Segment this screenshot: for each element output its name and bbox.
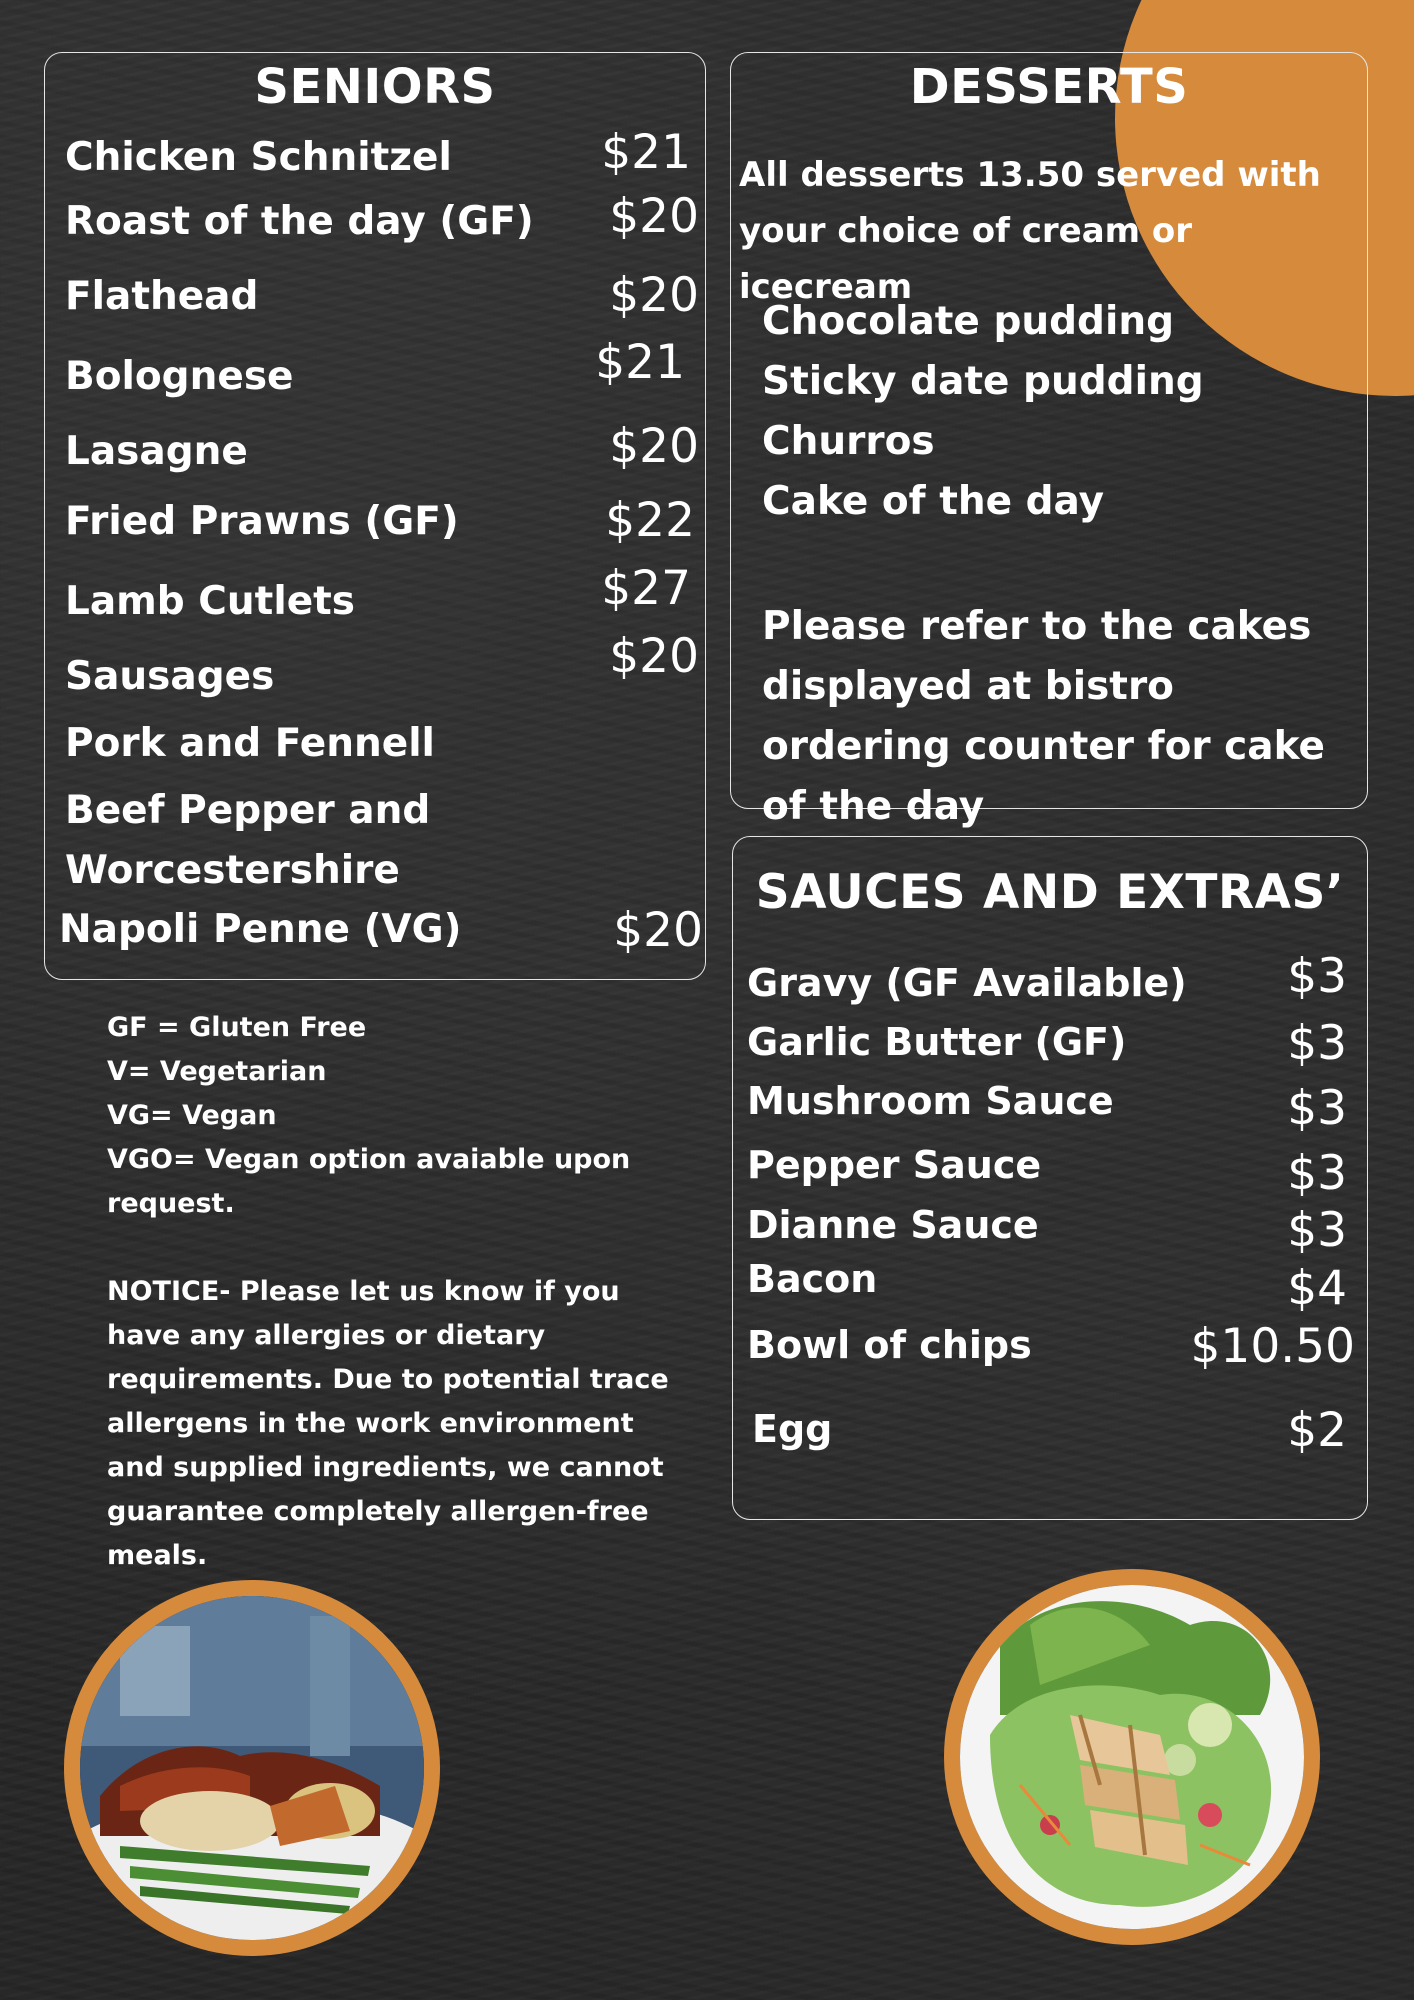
sauce-item: Gravy (GF Available) [747, 961, 1187, 1005]
menu-item: Roast of the day (GF) [65, 199, 534, 244]
desserts-intro: All desserts 13.50 served with your choice of cream or icecream [739, 155, 1321, 307]
sauce-item: Bowl of chips [747, 1323, 1032, 1367]
key-line: V= Vegetarian [107, 1056, 327, 1087]
sauces-panel [732, 836, 1368, 1520]
key-line: VG= Vegan [107, 1100, 277, 1131]
menu-price: $22 [605, 493, 695, 548]
menu-item: Lamb Cutlets [65, 579, 356, 624]
sauce-price: $3 [1287, 1203, 1347, 1258]
menu-price: $20 [609, 629, 699, 684]
seniors-title: SENIORS [254, 59, 496, 115]
sauce-item: Dianne Sauce [747, 1203, 1039, 1247]
sauce-price: $3 [1287, 949, 1347, 1004]
menu-item: Lasagne [65, 429, 248, 474]
menu-price: $20 [613, 903, 703, 958]
sauce-item: Garlic Butter (GF) [747, 1020, 1127, 1064]
sauce-price: $3 [1287, 1016, 1347, 1071]
menu-item: Beef Pepper and [65, 788, 431, 833]
dessert-item: Chocolate pudding [762, 299, 1175, 344]
menu-item: Napoli Penne (VG) [59, 907, 462, 952]
dessert-item: Churros [762, 419, 935, 464]
dessert-item: Sticky date pudding [762, 359, 1204, 404]
sauce-item: Mushroom Sauce [747, 1079, 1114, 1123]
roast-dinner-photo [64, 1580, 440, 1956]
sauce-price: $4 [1287, 1261, 1347, 1316]
menu-price: $20 [609, 189, 699, 244]
sauce-item: Bacon [747, 1257, 878, 1301]
desserts-title: DESSERTS [909, 59, 1189, 115]
menu-item: Flathead [65, 274, 259, 319]
sauce-price: $3 [1287, 1146, 1347, 1201]
chicken-salad-image [960, 1585, 1304, 1929]
menu-price: $20 [609, 419, 699, 474]
roast-dinner-image [80, 1596, 424, 1940]
sauce-item: Egg [752, 1407, 833, 1451]
sauce-price: $10.50 [1190, 1319, 1355, 1374]
sauces-title: SAUCES AND EXTRAS’ [755, 865, 1345, 920]
menu-item-continued: Worcestershire [65, 848, 400, 893]
menu-item: Pork and Fennell [65, 721, 435, 766]
sauce-price: $2 [1287, 1403, 1347, 1458]
key-line: GF = Gluten Free [107, 1012, 367, 1043]
sauce-price: $3 [1287, 1081, 1347, 1136]
dessert-item: Cake of the day [762, 479, 1105, 524]
cake-of-day-note: Please refer to the cakes displayed at bistro ordering counter for cake of the day [762, 604, 1325, 829]
menu-price: $21 [601, 125, 691, 180]
dietary-key [107, 1006, 687, 1578]
sauce-item: Pepper Sauce [747, 1143, 1042, 1187]
seniors-panel [44, 52, 706, 980]
menu-price: $21 [595, 335, 685, 390]
allergen-notice: NOTICE- Please let us know if you have any allergies or dietary requirements. Due to potential trace allergens in the work environment and supplied ingredients, we cannot guarantee completely allergen-free meals. [107, 1276, 669, 1571]
menu-item: Sausages [65, 654, 275, 699]
menu-item: Fried Prawns (GF) [65, 499, 459, 544]
menu-price: $20 [609, 268, 699, 323]
chicken-salad-photo [944, 1569, 1320, 1945]
menu-price: $27 [601, 561, 691, 616]
key-line: VGO= Vegan option avaiable upon request. [107, 1144, 631, 1219]
menu-item: Bolognese [65, 354, 294, 399]
desserts-panel [730, 52, 1368, 829]
menu-item: Chicken Schnitzel [65, 135, 452, 180]
